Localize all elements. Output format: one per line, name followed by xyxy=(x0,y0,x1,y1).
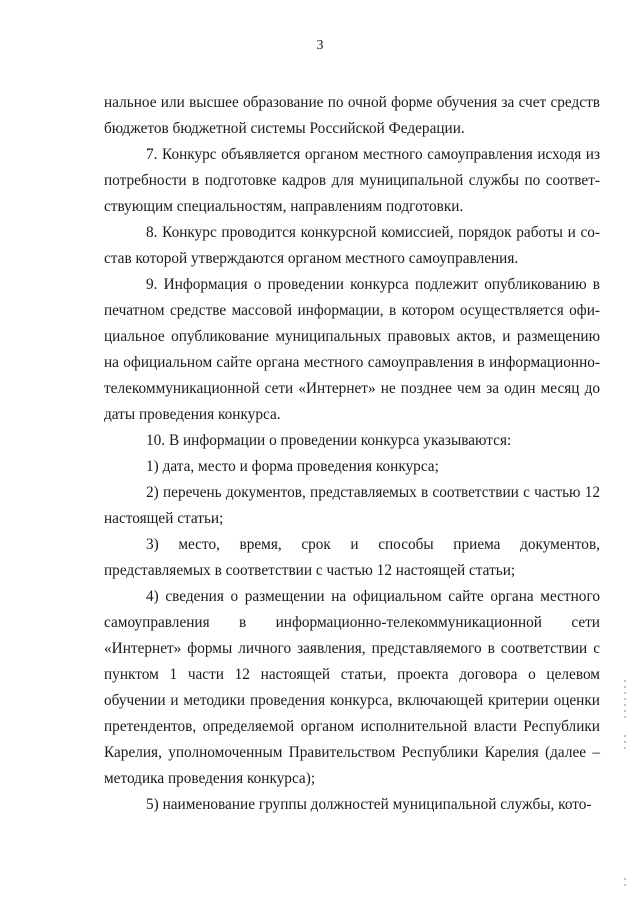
page-number: 3 xyxy=(316,38,324,53)
paragraph-item-9: 9. Информация о проведении конкурса подлежит опубликованию в печатном средстве массовой информации, в котором осуществляется официальное опубликование муниципальных правовых актов, и размещению на официальном сайте органа местного самоуправления в информационно-телекоммуникационной сети «Интернет» не позднее чем за один месяц до даты проведения конкурса. xyxy=(104,276,600,423)
list-item-5: 5) наименование группы должностей муниципальной службы, кото- xyxy=(146,796,592,813)
list-item-1: 1) дата, место и форма проведения конкурса; xyxy=(146,458,439,475)
scan-edge-mark xyxy=(624,680,626,720)
paragraph-item-7: 7. Конкурс объявляется органом местного самоуправления исходя из потребности в подготовке кадров для муниципальной службы по соответствующим специальностям, направлениям подготовки. xyxy=(104,146,600,215)
paragraph-item-8: 8. Конкурс проводится конкурсной комиссией, порядок работы и состав которой утверждаются органом местного самоуправления. xyxy=(104,224,600,267)
list-item-4: 4) сведения о размещении на официальном сайте органа местного самоуправления в информационно-телекоммуникационной сети «Интернет» формы личного заявления, представляемого в соответствии с пунктом 1 части 12 настоящей статьи, проекта договора о целевом обучении и методики проведения конкурса, включающей критерии оценки претендентов, определяемой органом исполнительной власти Республики Карелия, уполномоченным Правительством Республики Карелия (далее – методика проведения конкурса); xyxy=(104,588,600,787)
document-text xyxy=(104,90,600,818)
list-item-2: 2) перечень документов, представляемых в соответствии с частью 12 настоящей статьи; xyxy=(104,484,600,527)
paragraph-continuation: нальное или высшее образование по очной форме обучения за счет средств бюджетов бюджетной системы Российской Федерации. xyxy=(104,94,600,137)
scan-edge-mark xyxy=(624,878,626,890)
list-item-3: 3) место, время, срок и способы приема документов, представляемых в соответствии с частью 12 настоящей статьи; xyxy=(104,536,600,579)
paragraph-item-10: 10. В информации о проведении конкурса указываются: xyxy=(146,432,512,449)
scan-edge-mark xyxy=(624,735,626,753)
